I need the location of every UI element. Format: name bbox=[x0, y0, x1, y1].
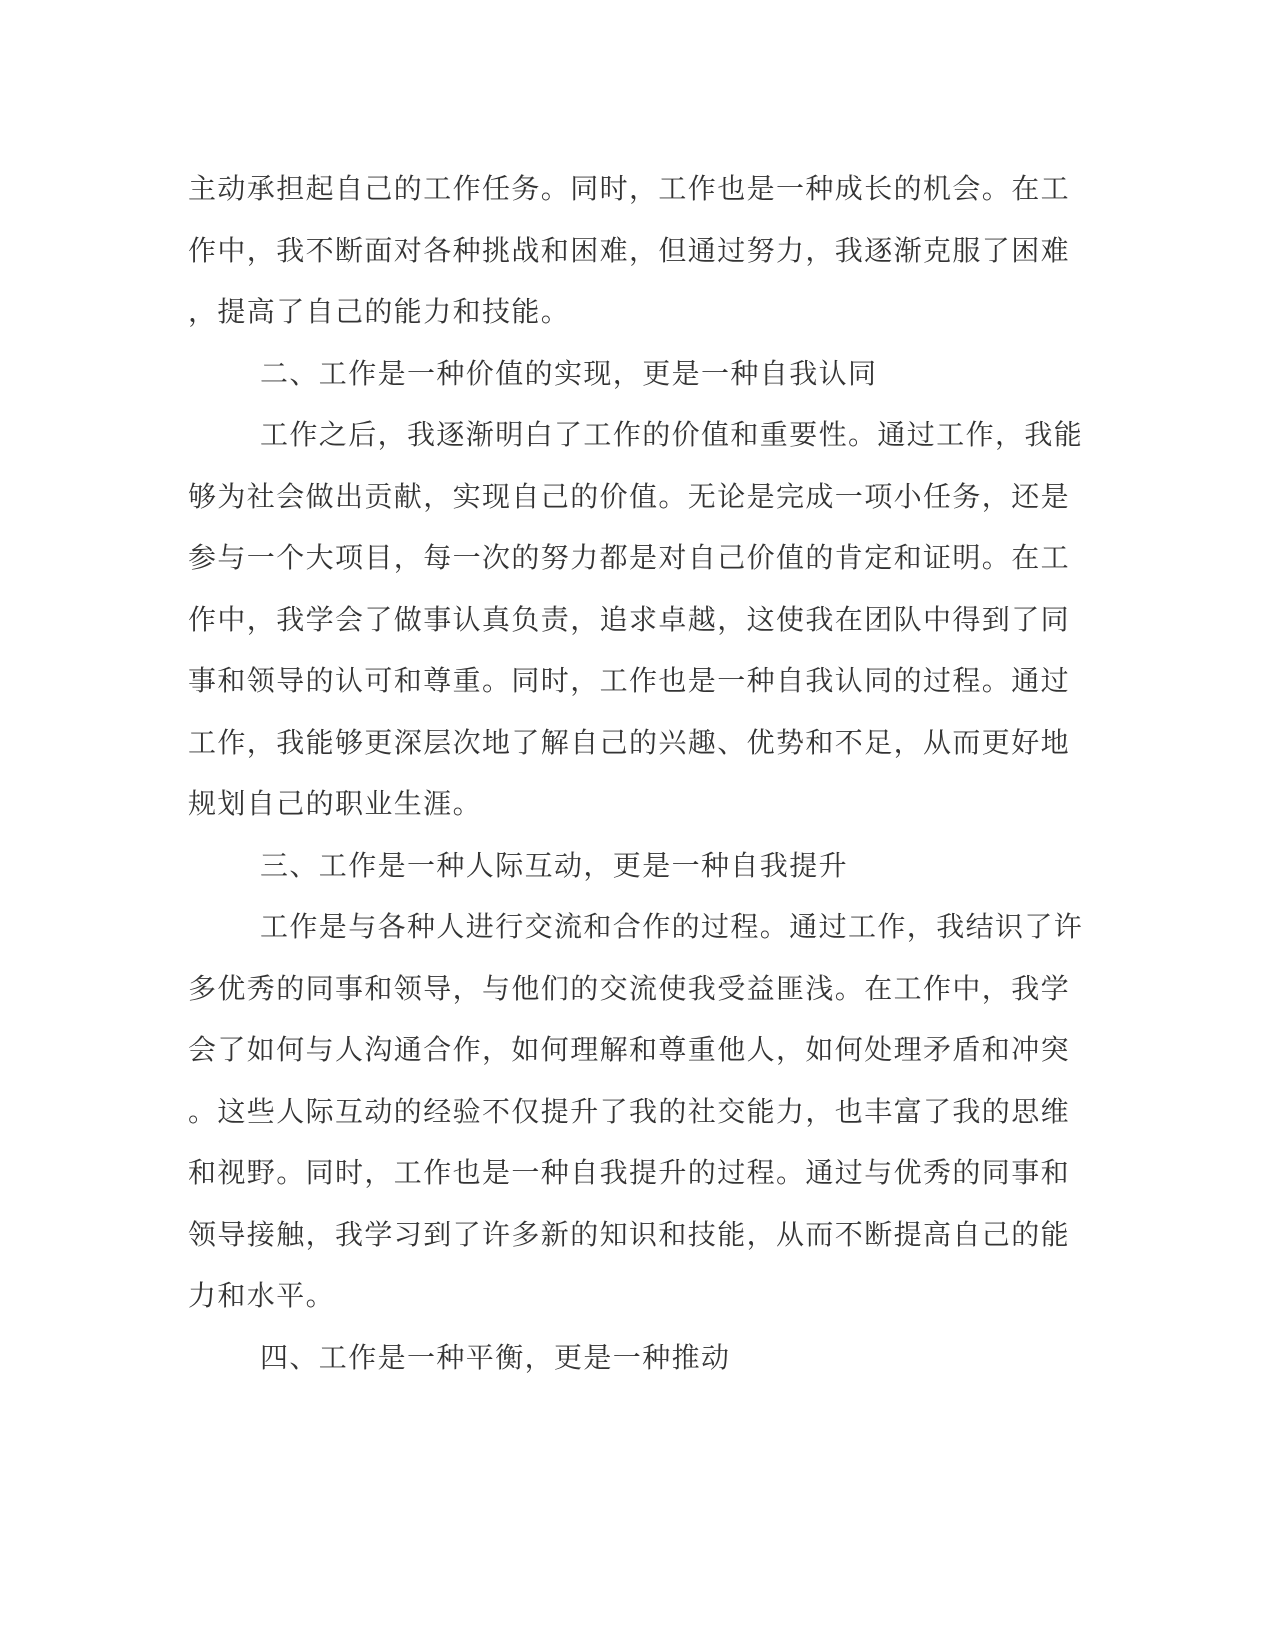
text-line: 事和领导的认可和尊重。同时，工作也是一种自我认同的过程。通过 bbox=[188, 664, 1071, 697]
text-line: ，提高了自己的能力和技能。 bbox=[188, 295, 571, 328]
text-line: 力和水平。 bbox=[188, 1279, 336, 1312]
document-body bbox=[188, 158, 1084, 1388]
text-line: 和视野。同时，工作也是一种自我提升的过程。通过与优秀的同事和 bbox=[188, 1156, 1071, 1189]
text-line: 工作是与各种人进行交流和合作的过程。通过工作，我结识了许 bbox=[260, 910, 1084, 943]
text-line: 会了如何与人沟通合作，如何理解和尊重他人，如何处理矛盾和冲突 bbox=[188, 1033, 1071, 1066]
text-line: 规划自己的职业生涯。 bbox=[188, 787, 483, 820]
text-line: 作中，我不断面对各种挑战和困难，但通过努力，我逐渐克服了困难 bbox=[188, 233, 1071, 267]
text-line: 工作之后，我逐渐明白了工作的价值和重要性。通过工作，我能 bbox=[260, 418, 1084, 451]
text-line: 工作，我能够更深层次地了解自己的兴趣、优势和不足，从而更好地 bbox=[188, 725, 1071, 759]
text-line: 。这些人际互动的经验不仅提升了我的社交能力，也丰富了我的思维 bbox=[188, 1094, 1071, 1128]
text-line: 主动承担起自己的工作任务。同时，工作也是一种成长的机会。在工 bbox=[188, 172, 1071, 205]
section-heading-3: 三、工作是一种人际互动，更是一种自我提升 bbox=[260, 848, 849, 882]
section-heading-2: 二、工作是一种价值的实现，更是一种自我认同 bbox=[260, 356, 878, 390]
section-heading-4: 四、工作是一种平衡，更是一种推动 bbox=[260, 1340, 731, 1374]
text-line: 多优秀的同事和领导，与他们的交流使我受益匪浅。在工作中，我学 bbox=[188, 971, 1071, 1005]
text-line: 够为社会做出贡献，实现自己的价值。无论是完成一项小任务，还是 bbox=[188, 479, 1071, 513]
text-line: 参与一个大项目，每一次的努力都是对自己价值的肯定和证明。在工 bbox=[188, 541, 1071, 574]
text-line: 作中，我学会了做事认真负责，追求卓越，这使我在团队中得到了同 bbox=[188, 602, 1071, 636]
text-line: 领导接触，我学习到了许多新的知识和技能，从而不断提高自己的能 bbox=[188, 1217, 1071, 1251]
